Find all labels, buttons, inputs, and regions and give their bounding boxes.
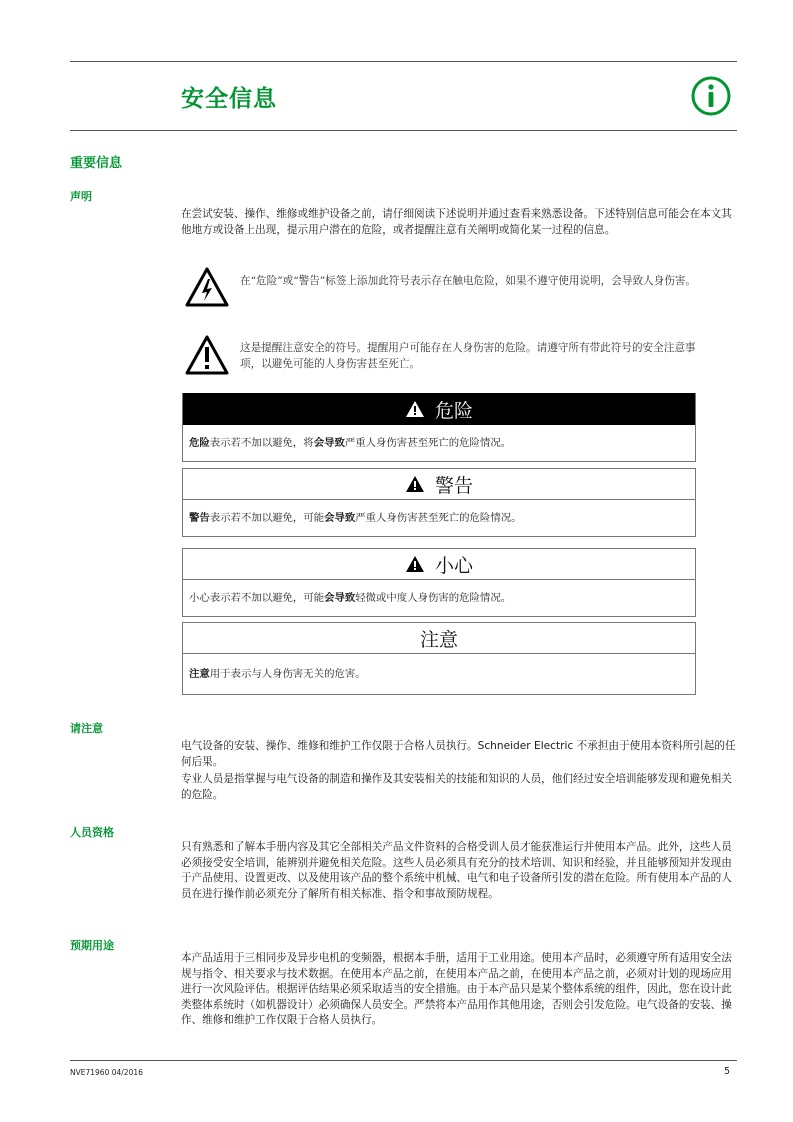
- qualification-paragraph: 只有熟悉和了解本手册内容及其它全部相关产品文件资料的合格受训人员才能获准运行并使用本产品。此外，这些人员必须接受安全培训，能辨别并避免相关危险。这些人员必须具有充分的技术培训、知识和经验，并且能够预知并发现由于产品使用、设置更改、以及使用该产品的整个系统中机械、电气和电子设备所引发的潜在危险。所有使用本产品的人员在进行操作前必须充分了解所有相关标准、指令和事故预防规程。: [181, 841, 732, 900]
- safety-alert-icon: [405, 555, 425, 573]
- danger-description: 危险表示若不加以避免，将会导致严重人身伤害甚至死亡的危险情况。: [189, 437, 512, 449]
- warning-box: [182, 468, 696, 537]
- danger-header: [183, 393, 695, 425]
- notice-description: 注意用于表示与人身伤害无关的危害。: [189, 668, 366, 680]
- page-title: 安全信息: [181, 86, 277, 112]
- warning-header: [183, 468, 695, 500]
- intended-use-paragraph: 本产品适用于三相同步及异步电机的变频器，根据本手册，适用于工业用途。使用本产品时，必须遵守所有适用安全法规与指令、相关要求与技术数据。在使用本产品之前，在使用本产品之前，在使用本产品之前，必须对计划的现场应用进行一次风险评估。根据评估结果必须采取适当的安全措施。由于本产品只是某个整体系统的组件，因此，您在设计此类整体系统时（如机器设计）必须确保人员安全。严禁将本产品用作其他用途，否则会引发危险。电气设备的安装、操作、维修和维护工作仅限于合格人员执行。: [181, 952, 732, 1026]
- notice-header: [183, 622, 695, 654]
- safety-alert-icon: [184, 334, 230, 376]
- safety-alert-icon: [405, 400, 425, 418]
- symbol-description: 在“危险”或“警告”标签上添加此符号表示存在触电危险，如果不遵守使用说明，会导致人身伤害。: [240, 275, 697, 287]
- safety-alert-icon: [405, 475, 425, 493]
- caution-title: 小心: [434, 554, 473, 577]
- section-heading-intended-use: 预期用途: [70, 939, 114, 952]
- notice-box: [182, 622, 696, 695]
- note-paragraph-1: 电气设备的安装、操作、维修和维护工作仅限于合格人员执行。Schneider Electric 不承担由于使用本资料所引起的任何后果。: [181, 740, 736, 768]
- warning-description: 警告表示若不加以避免，可能会导致严重人身伤害甚至死亡的危险情况。: [189, 512, 522, 524]
- warning-title: 警告: [434, 474, 473, 497]
- document-reference: NVE71960 04/2016: [70, 1068, 143, 1077]
- note-paragraph-2: 专业人员是指掌握与电气设备的制造和操作及其安装相关的技能和知识的人员，他们经过安全培训能够发现和避免相关的危险。: [181, 773, 732, 801]
- symbol-description: 这是提醒注意安全的符号。提醒用户可能存在人身伤害的危险。请遵守所有带此符号的安全注意事项，以避免可能的人身伤害甚至死亡。: [240, 342, 696, 370]
- top-rule: [70, 61, 737, 62]
- caution-box: [182, 548, 696, 617]
- section-heading-note: 请注意: [70, 722, 103, 735]
- statement-paragraph: 在尝试安装、操作、维修或维护设备之前，请仔细阅读下述说明并通过查看来熟悉设备。下述特别信息可能会在本文其他地方或设备上出现，提示用户潜在的危险，或者提醒注意有关阐明或简化某一过程的信息。: [181, 208, 732, 236]
- title-rule: [70, 130, 737, 131]
- page-number: 5: [724, 1066, 731, 1077]
- danger-box: [182, 393, 696, 462]
- section-heading-statement: 声明: [70, 190, 92, 203]
- electric-hazard-icon: [184, 266, 230, 308]
- info-circle-icon: [690, 75, 732, 117]
- caution-header: [183, 548, 695, 580]
- notice-title: 注意: [419, 628, 458, 651]
- danger-title: 危险: [434, 399, 473, 422]
- caution-description: 小心表示若不加以避免，可能会导致轻微或中度人身伤害的危险情况。: [189, 592, 512, 604]
- footer-rule: [70, 1060, 737, 1061]
- section-heading-qualification: 人员资格: [70, 826, 114, 839]
- section-heading-important: 重要信息: [70, 156, 123, 171]
